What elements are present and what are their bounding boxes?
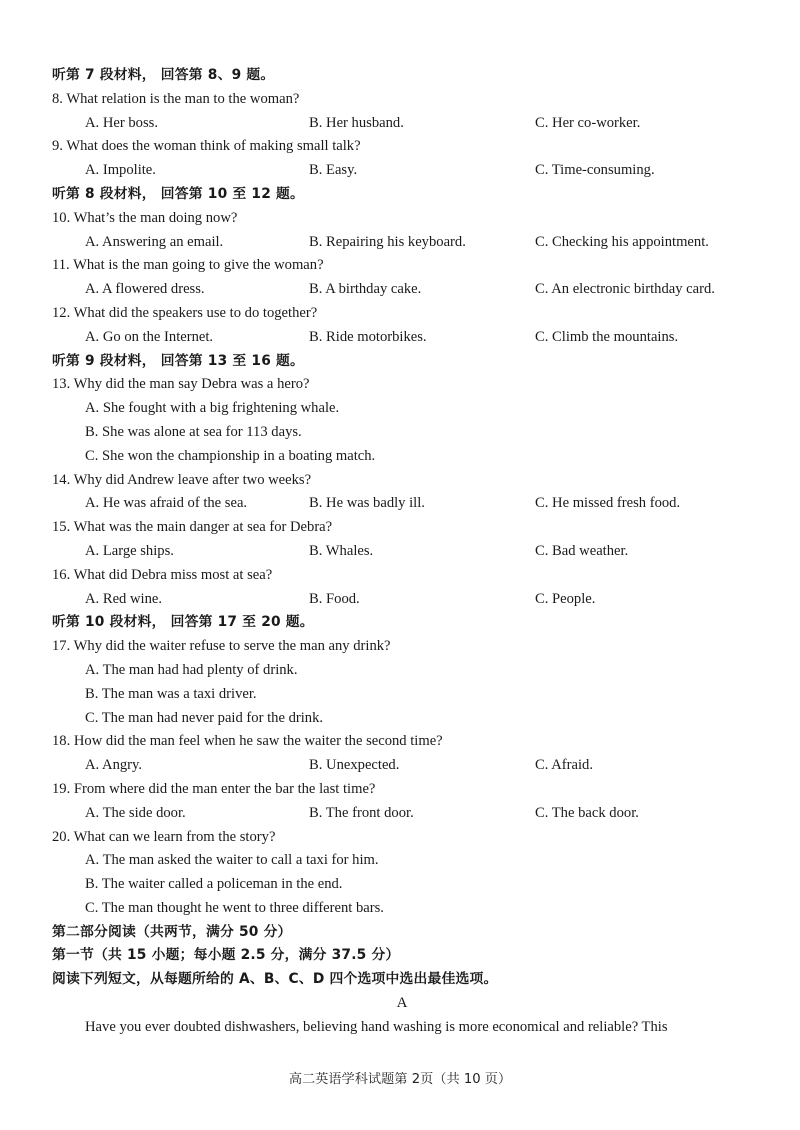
option-c: C. Time-consuming. [535, 162, 655, 179]
question-13-option-b: B. She was alone at sea for 113 days. [85, 423, 302, 440]
question-9-stem: 9. What does the woman think of making small talk? [52, 138, 361, 155]
question-13-option-a: A. She fought with a big frightening whale. [85, 400, 340, 417]
question-17-option-a: A. The man had had plenty of drink. [85, 661, 298, 678]
option-b: B. The front door. [309, 804, 414, 821]
option-a: A. A flowered dress. [85, 281, 205, 298]
page-footer: 高二英语学科试题第 2页（共 10 页） [288, 1072, 512, 1087]
question-13-option-c: C. She won the championship in a boating match. [85, 447, 376, 464]
option-b: B. Food. [309, 590, 360, 607]
question-20-option-a: A. The man asked the waiter to call a taxi for him. [85, 852, 379, 869]
question-20-stem: 20. What can we learn from the story? [52, 828, 276, 845]
option-c: C. Checking his appointment. [535, 233, 709, 250]
option-a: A. Red wine. [85, 590, 163, 607]
option-c: C. Afraid. [535, 757, 593, 774]
option-b: B. He was badly ill. [309, 495, 425, 512]
option-b: B. A birthday cake. [309, 281, 422, 298]
question-14-stem: 14. Why did Andrew leave after two weeks? [52, 471, 312, 488]
question-10-options [52, 231, 762, 255]
passage-letter: A [396, 995, 408, 1012]
option-b: B. Unexpected. [309, 757, 400, 774]
question-12-options [52, 326, 762, 350]
question-19-stem: 19. From where did the man enter the bar the last time? [52, 780, 376, 797]
option-a: A. Large ships. [85, 542, 174, 559]
question-18-stem: 18. How did the man feel when he saw the waiter the second time? [52, 733, 443, 750]
option-a: A. Answering an email. [85, 233, 224, 250]
option-a: A. Impolite. [85, 162, 156, 179]
question-15-options [52, 540, 762, 564]
question-15-stem: 15. What was the main danger at sea for Debra? [52, 519, 333, 536]
option-b: B. Ride motorbikes. [309, 328, 427, 345]
option-b: B. Easy. [309, 162, 358, 179]
option-b: B. Whales. [309, 542, 374, 559]
option-a: A. Her boss. [85, 114, 158, 131]
option-c: C. The back door. [535, 804, 639, 821]
question-8-stem: 8. What relation is the man to the woman? [52, 90, 300, 107]
question-10-stem: 10. What’s the man doing now? [52, 209, 238, 226]
option-a: A. He was afraid of the sea. [85, 495, 248, 512]
question-17-option-b: B. The man was a taxi driver. [85, 685, 257, 702]
question-16-options [52, 588, 762, 612]
section-heading-8: 听第 8 段材料， 回答第 10 至 12 题。 [52, 185, 304, 202]
question-17-stem: 17. Why did the waiter refuse to serve the man any drink? [52, 638, 391, 655]
question-18-options [52, 754, 762, 778]
option-b: B. Her husband. [309, 114, 404, 131]
question-11-options [52, 278, 762, 302]
part2-section1-heading: 第一节（共 15 小题；每小题 2.5 分，满分 37.5 分） [52, 947, 400, 964]
option-c: C. An electronic birthday card. [535, 281, 715, 298]
option-c: C. Her co-worker. [535, 114, 641, 131]
section-heading-9: 听第 9 段材料， 回答第 13 至 16 题。 [52, 352, 304, 369]
question-16-stem: 16. What did Debra miss most at sea? [52, 566, 273, 583]
section-heading-10: 听第 10 段材料， 回答第 17 至 20 题。 [52, 614, 314, 631]
part2-title: 第二部分阅读（共两节，满分 50 分） [52, 923, 292, 940]
question-20-option-b: B. The waiter called a policeman in the end. [85, 876, 343, 893]
option-c: C. Climb the mountains. [535, 328, 679, 345]
question-9-options [52, 159, 762, 183]
question-8-options [52, 112, 762, 136]
option-a: A. Go on the Internet. [85, 328, 214, 345]
option-b: B. Repairing his keyboard. [309, 233, 466, 250]
page-content [52, 64, 762, 1040]
question-20-option-c: C. The man thought he went to three different bars. [85, 899, 384, 916]
reading-instruction: 阅读下列短文，从每题所给的 A、B、C、D 四个选项中选出最佳选项。 [52, 971, 498, 988]
question-17-option-c: C. The man had never paid for the drink. [85, 709, 324, 726]
question-13-stem: 13. Why did the man say Debra was a hero? [52, 376, 310, 393]
option-a: A. Angry. [85, 757, 143, 774]
passage-first-line: Have you ever doubted dishwashers, believing hand washing is more economical and reliable? This [85, 1018, 668, 1035]
option-c: C. People. [535, 590, 596, 607]
question-12-stem: 12. What did the speakers use to do together? [52, 304, 318, 321]
option-c: C. Bad weather. [535, 542, 629, 559]
section-heading-7: 听第 7 段材料， 回答第 8、9 题。 [52, 67, 275, 83]
option-c: C. He missed fresh food. [535, 495, 681, 512]
question-14-options [52, 492, 762, 516]
option-a: A. The side door. [85, 804, 186, 821]
question-11-stem: 11. What is the man going to give the woman? [52, 257, 324, 274]
question-19-options [52, 802, 762, 826]
